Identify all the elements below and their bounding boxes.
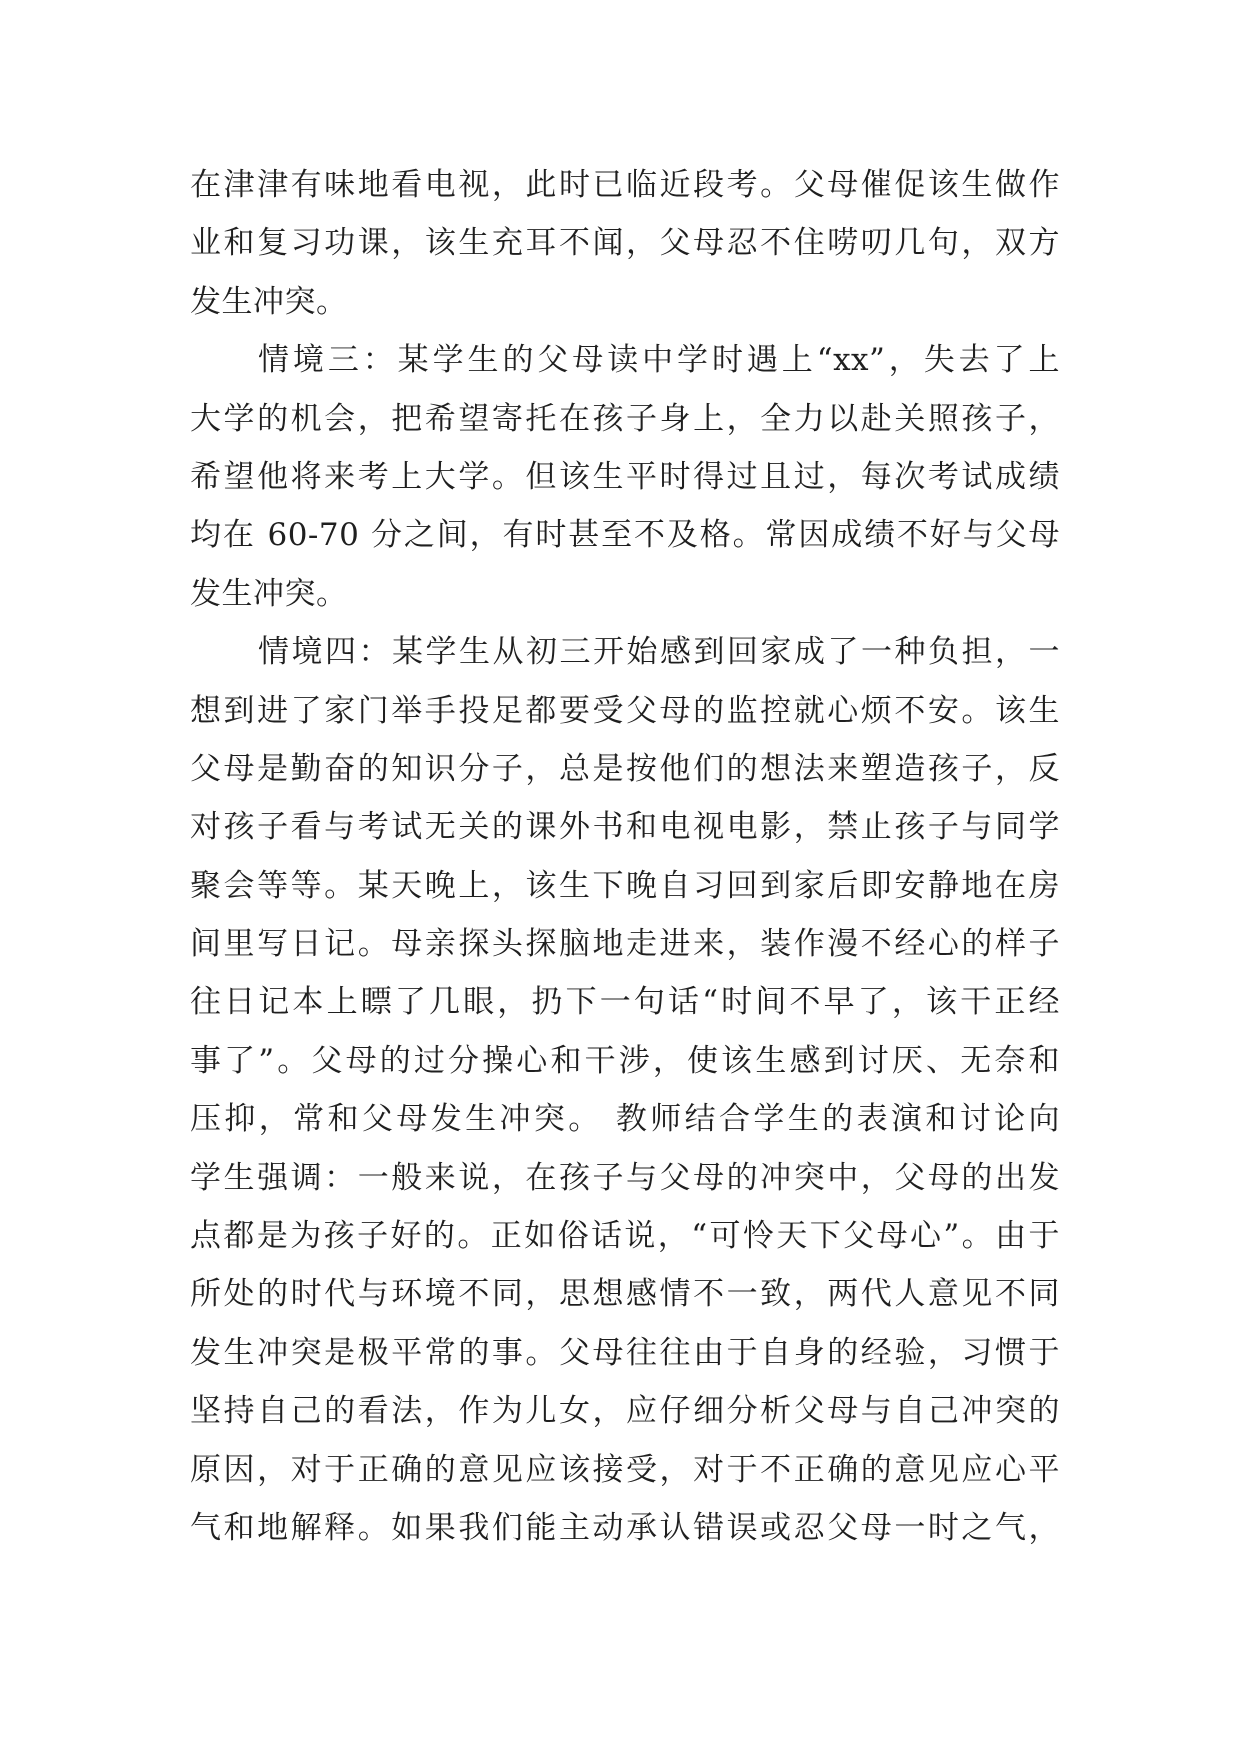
text-line: 想到进了家门举手投足都要受父母的监控就心烦不安。该生	[190, 692, 1060, 729]
document-body	[190, 156, 1060, 1557]
text-line: 父母是勤奋的知识分子，总是按他们的想法来塑造孩子，反	[190, 750, 1060, 787]
text-line: 压抑，常和父母发生冲突。 教师结合学生的表演和讨论向	[190, 1101, 1060, 1138]
text-line: 均在 60-70 分之间，有时甚至不及格。常因成绩不好与父母	[190, 517, 1060, 554]
text-line: 所处的时代与环境不同，思想感情不一致，两代人意见不同	[190, 1276, 1060, 1313]
text-line: 往日记本上瞟了几眼，扔下一句话“时间不早了，该干正经	[190, 984, 1060, 1021]
text-line: 情境三：某学生的父母读中学时遇上“xx”，失去了上	[258, 342, 1060, 379]
text-line: 发生冲突是极平常的事。父母往往由于自身的经验，习惯于	[190, 1334, 1060, 1371]
text-line: 气和地解释。如果我们能主动承认错误或忍父母一时之气，	[190, 1509, 1060, 1546]
text-line: 在津津有味地看电视，此时已临近段考。父母催促该生做作	[190, 167, 1060, 203]
text-line: 发生冲突。	[190, 575, 348, 612]
text-line: 发生冲突。	[190, 283, 348, 320]
text-line: 点都是为孩子好的。正如俗话说，“可怜天下父母心”。由于	[190, 1218, 1060, 1255]
text-line: 学生强调：一般来说，在孩子与父母的冲突中，父母的出发	[190, 1159, 1060, 1196]
text-line: 希望他将来考上大学。但该生平时得过且过，每次考试成绩	[190, 458, 1060, 495]
text-line: 大学的机会，把希望寄托在孩子身上，全力以赴关照孩子，	[190, 400, 1060, 437]
text-line: 事了”。父母的过分操心和干涉，使该生感到讨厌、无奈和	[190, 1042, 1060, 1079]
text-line: 原因，对于正确的意见应该接受，对于不正确的意见应心平	[190, 1451, 1060, 1488]
text-line: 情境四：某学生从初三开始感到回家成了一种负担，一	[258, 634, 1060, 671]
text-line: 间里写日记。母亲探头探脑地走进来，装作漫不经心的样子	[190, 926, 1060, 963]
text-line: 聚会等等。某天晚上，该生下晚自习回到家后即安静地在房	[190, 867, 1060, 904]
text-line: 业和复习功课，该生充耳不闻，父母忍不住唠叨几句，双方	[190, 225, 1060, 262]
text-line: 对孩子看与考试无关的课外书和电视电影，禁止孩子与同学	[190, 809, 1060, 846]
text-line: 坚持自己的看法，作为儿女，应仔细分析父母与自己冲突的	[190, 1393, 1060, 1430]
